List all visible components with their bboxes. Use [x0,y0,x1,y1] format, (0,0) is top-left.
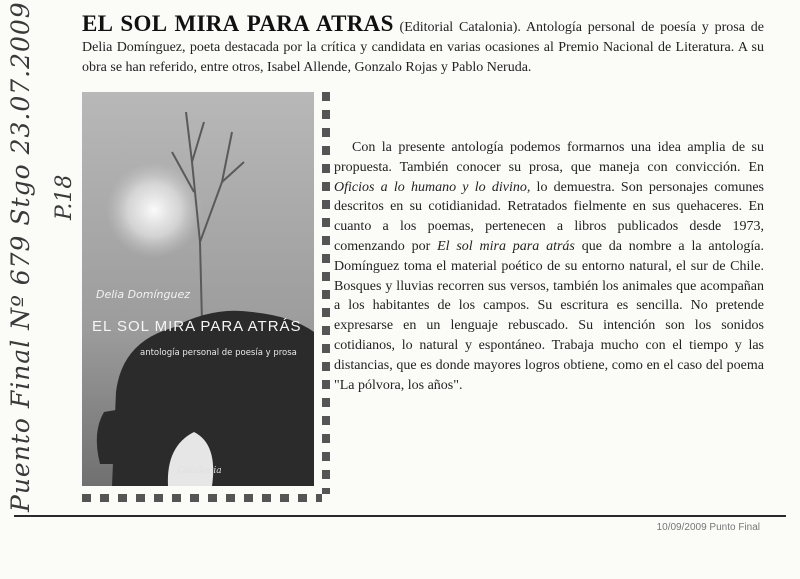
cover-title: EL SOL MIRA PARA ATRÁS [92,318,302,335]
body-italic-2: El sol mira para atrás [437,238,575,254]
horse-silhouette [112,311,314,486]
article [82,11,765,77]
intro-text: (Editorial Catalonia). Antología personal de poesía y prosa de Delia Domínguez, poeta destacada por la crítica y candidata en varias ocasiones al Premio Nacional de Literatura. A su obra se han referido, entre otros, Isabel Allende, Gonzalo Rojas y Pablo Neruda. [82,20,765,75]
cover-edge-right [322,92,330,494]
bottom-rule [14,515,786,517]
headline: EL SOL MIRA PARA ATRAS [82,11,394,36]
sun-glow [106,162,202,258]
body-paragraph [334,138,764,395]
body-text-3: que da nombre a la antología. Domínguez toma el material poético de su entorno natural, el sur de Chile. Bosques y lluvias recorren sus versos, también los animales que acompañan a los habitantes de los campos. Su escritura es sencilla. No pretende expresarse en un lenguaje rebuscado. Su intención son los sonidos cotidianos, lo natural y espontáneo. Trabaja mucho con el tiempo y las distancias, que es donde mayores logros obtiene, como en el caso del poema "La pólvora, los años". [334,238,764,393]
book-cover-art [82,92,314,486]
article-body [334,138,764,395]
footer-credit: 10/09/2009 Punto Final [656,522,760,533]
cover-author: Delia Domínguez [96,288,191,301]
body-italic-1: Oficios a lo humano y lo divino, [334,179,531,195]
article-intro-paragraph [82,11,765,77]
cover-edge-bottom [82,494,322,502]
cover-subtitle: antología personal de poesía y prosa [140,348,297,358]
handwritten-note: Puento Final Nº 679 Stgo 23.07.2009 [6,1,35,512]
body-text-2: lo demuestra. Son personajes comunes descritos en su cotidianidad. Retratados fielmente en sus quehaceres. En cuanto a los poemas, pertenecen a libros publicados desde 1973, comenzando por [334,179,764,254]
body-text-1: Con la presente antología podemos formarnos una idea amplia de su propuesta. También conocer su prosa, que maneja con convicción. En [334,140,764,175]
cover-publisher: Catalonia [178,466,222,476]
book-cover [82,92,322,494]
handwritten-page-number: P.18 [52,174,77,220]
